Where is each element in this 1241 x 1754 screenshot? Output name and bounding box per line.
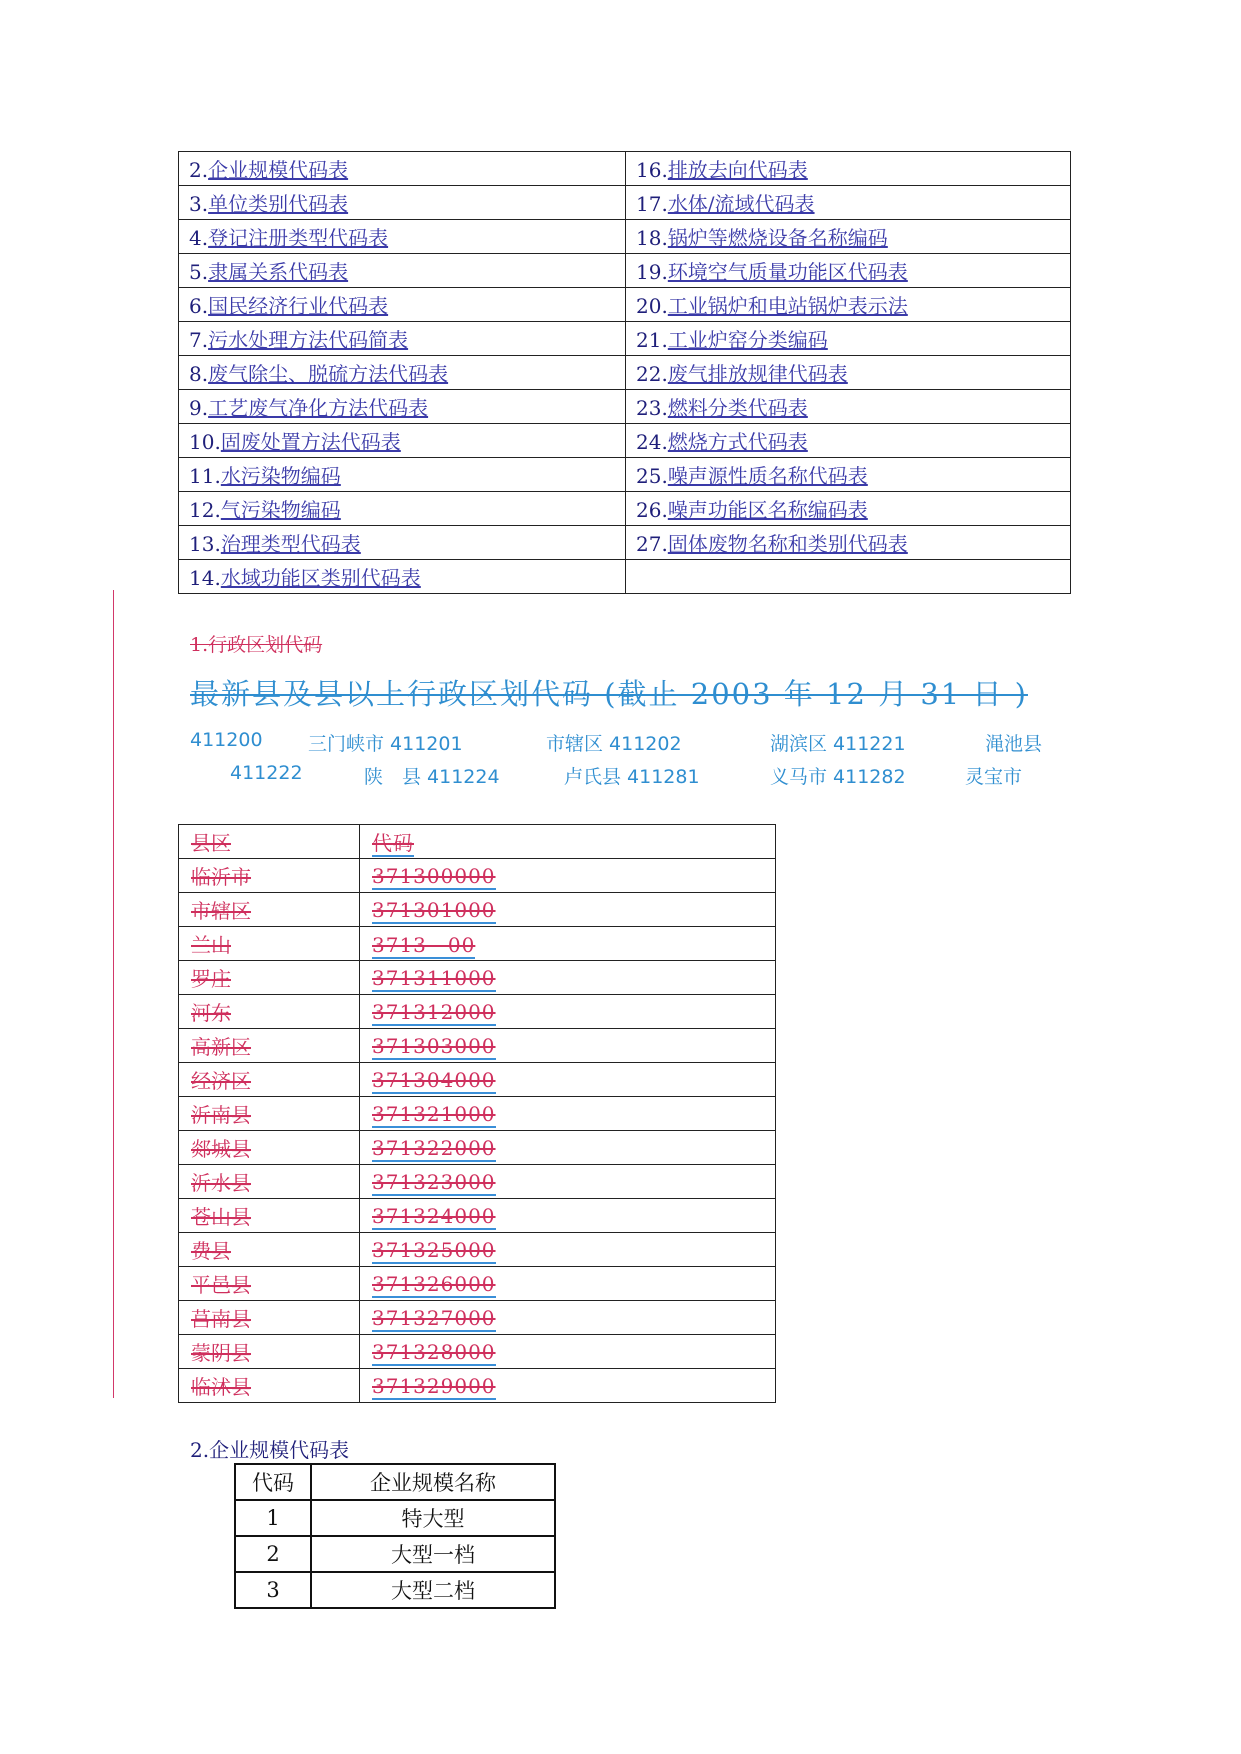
county-name: 临沭县 [191,1375,251,1399]
county-name: 平邑县 [191,1273,251,1297]
index-cell [626,526,1071,560]
county-code: 371325000 [372,1237,496,1262]
index-cell [626,322,1071,356]
county-name-cell [179,1029,360,1063]
scale-name-cell: 特大型 [311,1500,555,1536]
index-cell [626,492,1071,526]
index-cell [179,424,626,458]
county-row [179,961,776,995]
index-number: 10. [189,430,221,454]
index-number: 16. [636,158,668,182]
county-name-cell [179,1063,360,1097]
index-number: 13. [189,532,221,556]
section-1-title: 最新县及县以上行政区划代码 (截止 2003 年 12 月 31 日 ) [190,677,1028,711]
county-name: 县区 [191,831,231,855]
county-code-cell [360,1097,776,1131]
county-name-cell [179,995,360,1029]
county-code: 371326000 [372,1271,496,1296]
index-link[interactable]: 工艺废气净化方法代码表 [208,396,429,420]
index-number: 22. [636,362,668,386]
index-number: 4. [189,226,209,250]
index-link[interactable]: 废气除尘、脱硫方法代码表 [208,362,449,386]
scale-code-cell: 3 [235,1572,311,1608]
index-number: 7. [189,328,209,352]
scale-code-cell: 2 [235,1536,311,1572]
county-name-cell [179,893,360,927]
county-code: 371301000 [372,897,496,922]
index-number: 25. [636,464,668,488]
index-number: 19. [636,260,668,284]
county-row [179,1301,776,1335]
county-name-cell [179,1097,360,1131]
county-name-cell [179,961,360,995]
index-link[interactable]: 工业炉窑分类编码 [667,328,828,352]
index-cell [626,220,1071,254]
index-number: 27. [636,532,668,556]
index-link[interactable]: 固废处置方法代码表 [220,430,401,454]
county-row [179,1165,776,1199]
index-row [179,458,1071,492]
county-name: 临沂市 [191,865,251,889]
county-code-cell [360,859,776,893]
index-number: 26. [636,498,668,522]
county-code-cell [360,1165,776,1199]
county-code-cell [360,1267,776,1301]
county-code-cell [360,1369,776,1403]
index-row [179,288,1071,322]
county-name: 罗庄 [191,967,231,991]
index-row [179,526,1071,560]
county-row [179,859,776,893]
scale-name-cell: 大型一档 [311,1536,555,1572]
county-row [179,927,776,961]
county-code-cell [360,1131,776,1165]
county-code-cell [360,1029,776,1063]
index-row [179,560,1071,594]
code-item: 411200 [190,729,263,751]
county-code: 371327000 [372,1305,496,1330]
county-name-cell [179,1369,360,1403]
county-code-cell [360,1301,776,1335]
code-item: 渑池县 [985,733,1043,755]
code-item: 卢氏县 411281 [564,766,700,788]
county-code-cell [360,961,776,995]
scale-row [235,1500,555,1536]
index-cell [626,254,1071,288]
index-cell [179,322,626,356]
county-name: 苍山县 [191,1205,251,1229]
county-name-cell [179,1233,360,1267]
index-row [179,390,1071,424]
index-number: 8. [189,362,209,386]
index-cell [626,560,1071,594]
county-code-cell [360,1063,776,1097]
index-link[interactable]: 水体/流域代码表 [667,192,815,216]
county-name-cell [179,1267,360,1301]
index-row [179,220,1071,254]
index-cell [179,186,626,220]
county-code-table [178,824,776,1403]
county-name-cell [179,1199,360,1233]
index-cell [626,356,1071,390]
index-number: 3. [189,192,209,216]
county-name-cell [179,1335,360,1369]
county-row [179,1131,776,1165]
index-link[interactable]: 噪声源性质名称代码表 [667,464,868,488]
county-code: 371300000 [372,863,496,888]
county-row [179,1233,776,1267]
index-number: 5. [189,260,209,284]
index-cell [179,152,626,186]
county-row [179,1029,776,1063]
county-code: 371324000 [372,1203,496,1228]
index-number: 21. [636,328,668,352]
scale-code-cell: 1 [235,1500,311,1536]
county-code-cell [360,893,776,927]
index-link[interactable]: 单位类别代码表 [208,192,349,216]
index-cell [179,254,626,288]
index-row [179,254,1071,288]
county-code-cell [360,825,776,859]
county-name: 蒙阴县 [191,1341,251,1365]
index-link[interactable]: 登记注册类型代码表 [208,226,389,250]
county-name: 郯城县 [191,1137,251,1161]
index-link[interactable]: 固体废物名称和类别代码表 [667,532,908,556]
index-cell [626,390,1071,424]
index-cell [179,390,626,424]
county-code: 371322000 [372,1135,496,1160]
county-code: 3713 00 [372,933,476,957]
county-name: 河东 [191,1001,231,1025]
county-name-cell [179,1301,360,1335]
division-codes-line-1 [190,729,1070,755]
index-link[interactable]: 气污染物编码 [220,498,341,522]
code-item: 义马市 411282 [770,766,906,788]
county-code-cell [360,1335,776,1369]
county-row [179,1267,776,1301]
index-cell [179,220,626,254]
county-code: 371323000 [372,1169,496,1194]
county-name: 市辖区 [191,899,251,923]
index-number: 12. [189,498,221,522]
county-name: 沂水县 [191,1171,251,1195]
index-link[interactable]: 隶属关系代码表 [208,260,349,284]
index-row [179,424,1071,458]
index-link[interactable]: 燃料分类代码表 [667,396,808,420]
county-name: 费县 [191,1239,231,1263]
index-link[interactable]: 噪声功能区名称编码表 [667,498,868,522]
index-link[interactable]: 锅炉等燃烧设备名称编码 [667,226,888,250]
index-link[interactable]: 国民经济行业代码表 [208,294,389,318]
index-cell [179,492,626,526]
code-item: 陕 县 411224 [364,766,500,788]
index-cell [626,458,1071,492]
scale-row [235,1536,555,1572]
county-name: 经济区 [191,1069,251,1093]
county-code: 代码 [372,831,414,855]
index-number: 6. [189,294,209,318]
county-row [179,1369,776,1403]
county-name-cell [179,859,360,893]
scale-name-cell: 大型二档 [311,1572,555,1608]
scale-name-cell: 企业规模名称 [311,1464,555,1500]
county-row [179,1097,776,1131]
county-code: 371312000 [372,999,496,1024]
revision-bar [113,590,114,1398]
county-name-cell [179,1131,360,1165]
index-row [179,186,1071,220]
county-name-cell [179,1165,360,1199]
index-link[interactable]: 水污染物编码 [220,464,341,488]
code-item: 湖滨区 411221 [770,733,906,755]
county-header-row [179,825,776,859]
county-name: 沂南县 [191,1103,251,1127]
index-link[interactable]: 工业锅炉和电站锅炉表示法 [667,294,908,318]
county-code: 371321000 [372,1101,496,1126]
index-number: 14. [189,566,221,590]
enterprise-scale-table [234,1463,556,1609]
index-link[interactable]: 废气排放规律代码表 [667,362,848,386]
code-item: 市辖区 411202 [546,733,682,755]
scale-header-row [235,1464,555,1500]
index-link[interactable]: 水域功能区类别代码表 [220,566,421,590]
index-cell [626,152,1071,186]
section-1-heading: 1.行政区划代码 [190,634,323,656]
index-cell [626,424,1071,458]
county-code-cell [360,1199,776,1233]
county-name-cell [179,825,360,859]
index-number: 17. [636,192,668,216]
scale-row [235,1572,555,1608]
index-cell [179,288,626,322]
index-link[interactable]: 环境空气质量功能区代码表 [667,260,908,284]
county-row [179,1199,776,1233]
index-cell [179,356,626,390]
county-row [179,1063,776,1097]
county-code-cell [360,927,776,961]
index-link[interactable]: 燃烧方式代码表 [667,430,808,454]
index-cell [626,288,1071,322]
county-name: 莒南县 [191,1307,251,1331]
index-cell [179,458,626,492]
index-number: 9. [189,396,209,420]
index-number: 24. [636,430,668,454]
code-item: 411222 [230,762,303,784]
county-name: 高新区 [191,1035,251,1059]
code-index-table [178,151,1071,594]
county-name: 兰山 [191,933,231,957]
index-number: 11. [189,464,221,488]
county-row [179,995,776,1029]
index-row [179,492,1071,526]
index-link[interactable]: 治理类型代码表 [220,532,361,556]
county-name-cell [179,927,360,961]
county-code: 371304000 [372,1067,496,1092]
division-codes-line-2 [230,762,1070,788]
index-link[interactable]: 污水处理方法代码简表 [208,328,409,352]
county-row [179,1335,776,1369]
county-code: 371303000 [372,1033,496,1058]
county-row [179,893,776,927]
index-link[interactable]: 企业规模代码表 [208,158,349,182]
section-2-title: 2.企业规模代码表 [190,1438,350,1462]
county-code: 371328000 [372,1339,496,1364]
index-row [179,322,1071,356]
index-row [179,152,1071,186]
code-item: 灵宝市 [965,766,1023,788]
index-link[interactable]: 排放去向代码表 [667,158,808,182]
scale-code-cell: 代码 [235,1464,311,1500]
index-cell [179,560,626,594]
index-number: 18. [636,226,668,250]
code-item: 三门峡市 411201 [308,733,463,755]
county-code-cell [360,1233,776,1267]
index-number: 23. [636,396,668,420]
index-row [179,356,1071,390]
county-code: 371311000 [372,965,496,990]
county-code: 371329000 [372,1373,496,1398]
index-number: 20. [636,294,668,318]
index-cell [626,186,1071,220]
county-code-cell [360,995,776,1029]
index-cell [179,526,626,560]
index-number: 2. [189,158,209,182]
